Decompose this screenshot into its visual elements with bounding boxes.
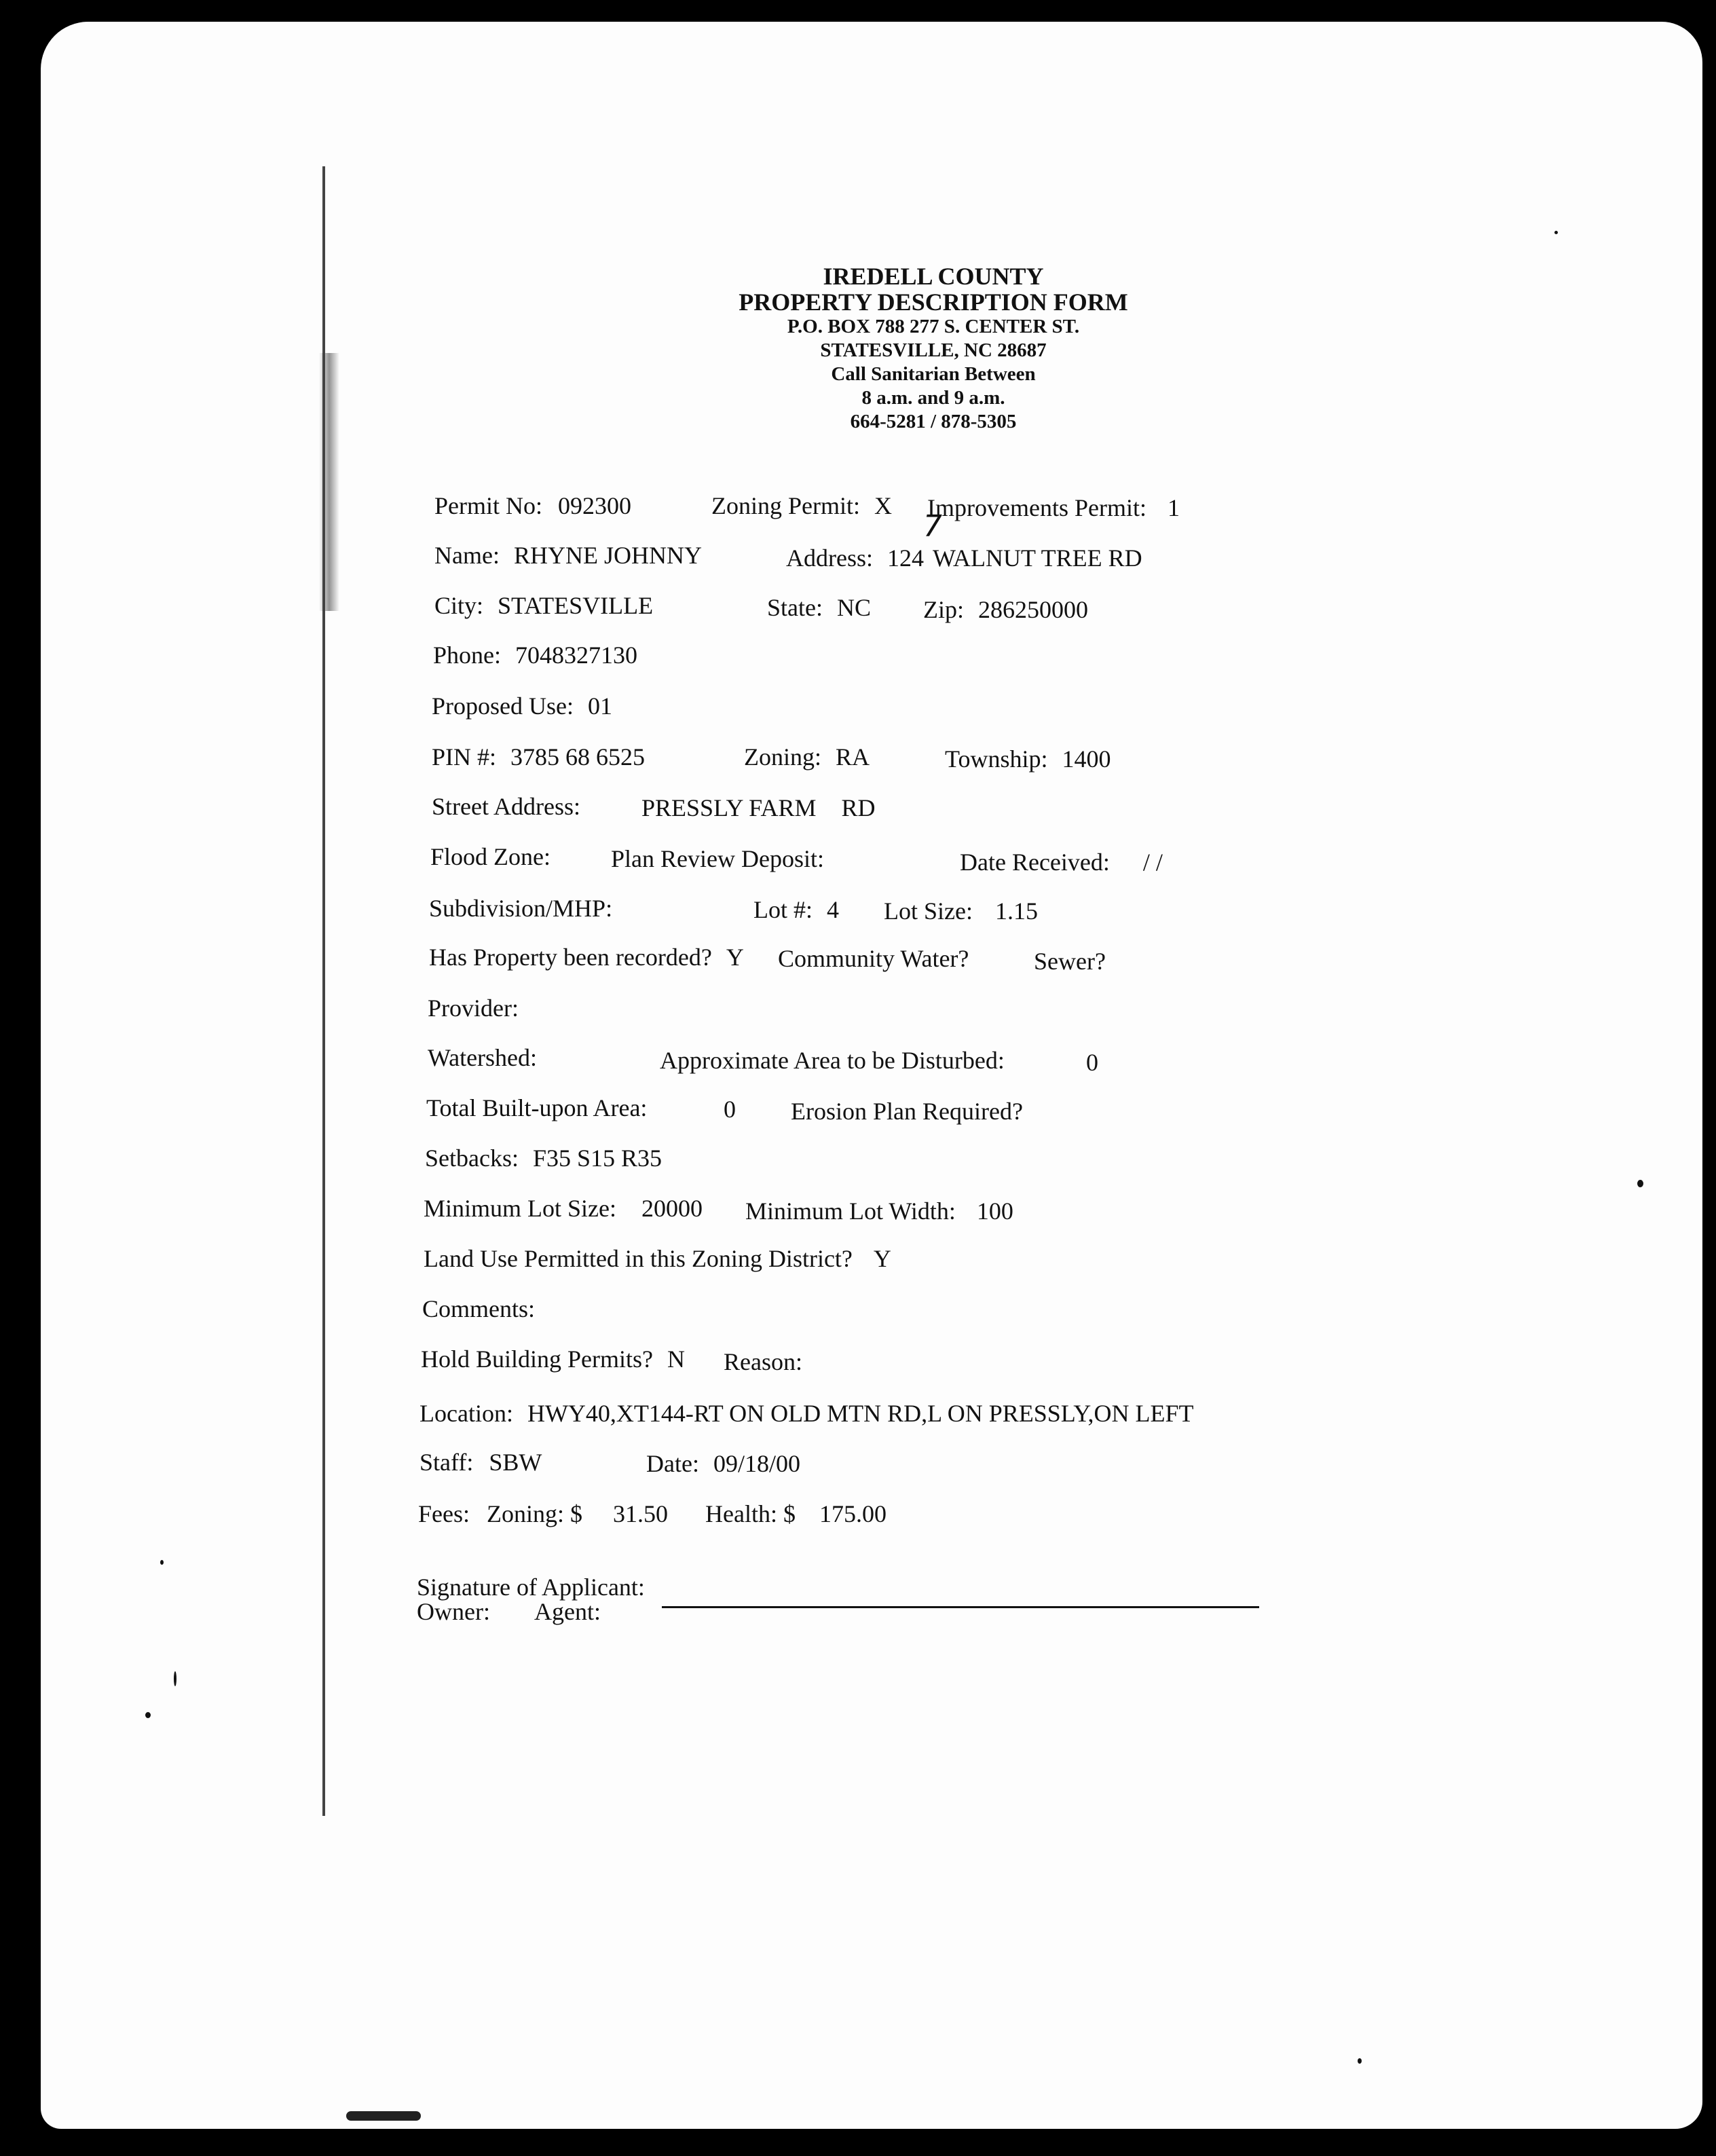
pin-value: 3785 68 6525 [510, 743, 646, 770]
name-label: Name: [434, 542, 500, 569]
city-value: STATESVILLE [498, 592, 654, 619]
date-received-field [960, 849, 1163, 876]
improvements-permit-value: 1 [1167, 494, 1180, 521]
setbacks-field [425, 1145, 662, 1172]
scan-speck [160, 1560, 164, 1565]
permit-no-value: 092300 [558, 492, 631, 519]
staff-value: SBW [489, 1449, 542, 1476]
zoning-value: RA [836, 743, 870, 770]
min-lot-width-field [745, 1197, 1013, 1225]
address-street: WALNUT TREE RD [933, 544, 1142, 572]
address-number: 124 [887, 544, 924, 572]
state-value: NC [836, 594, 871, 621]
zoning-label: Zoning: [744, 743, 821, 770]
name-value: RHYNE JOHNNY [513, 542, 702, 569]
phone-value: 7048327130 [515, 642, 638, 669]
lot-no-label: Lot #: [753, 896, 813, 923]
plan-review-deposit-label: Plan Review Deposit: [611, 845, 824, 872]
signature-line [662, 1606, 1259, 1608]
street-address-name: PRESSLY FARM [641, 794, 817, 821]
township-value: 1400 [1062, 745, 1111, 773]
flood-zone-label: Flood Zone: [430, 843, 551, 870]
sewer-label: Sewer? [1034, 948, 1106, 975]
address-field [786, 509, 1142, 572]
date-label: Date: [646, 1450, 699, 1477]
improvements-permit-label: Improvements Permit: [927, 494, 1146, 521]
property-recorded-value: Y [726, 944, 744, 971]
date-received-value: / / [1142, 849, 1163, 876]
phone-label: Phone: [433, 642, 502, 669]
state-label: State: [767, 594, 823, 621]
agent-label: Agent: [534, 1598, 601, 1625]
property-recorded-label: Has Property been recorded? [429, 944, 712, 971]
lot-size-label: Lot Size: [884, 897, 973, 925]
township-label: Township: [945, 745, 1048, 773]
scan-speck [1358, 2058, 1362, 2064]
setbacks-value: F35 S15 R35 [532, 1145, 663, 1172]
area-disturbed-value: 0 [1086, 1049, 1098, 1076]
owner-label: Owner: [417, 1598, 490, 1625]
min-lot-width-value: 100 [976, 1197, 1013, 1225]
min-lot-size-field [424, 1195, 703, 1222]
address-number-wrap [887, 509, 942, 572]
lot-size-value: 1.15 [994, 897, 1038, 925]
office-city: STATESVILLE, NC 28687 [820, 339, 1047, 361]
min-lot-size-label: Minimum Lot Size: [424, 1195, 616, 1222]
proposed-use-field [432, 692, 612, 720]
proposed-use-label: Proposed Use: [432, 692, 574, 720]
state-field [767, 594, 871, 621]
permit-row [434, 492, 631, 519]
county-title: IREDELL COUNTY [823, 263, 1044, 290]
zoning-permit-value: X [874, 492, 892, 519]
call-instructions: Call Sanitarian Between [831, 363, 1036, 385]
street-address-value [641, 794, 876, 821]
city-field [434, 592, 653, 619]
zip-value: 286250000 [978, 596, 1088, 623]
hold-permits-label: Hold Building Permits? [421, 1345, 653, 1373]
address-label: Address: [786, 544, 873, 572]
po-box: P.O. BOX 788 277 S. CENTER ST. [787, 316, 1080, 337]
provider-label: Provider: [428, 995, 519, 1022]
pin-field [432, 743, 645, 770]
owner-agent-row [417, 1598, 601, 1625]
community-water-label: Community Water? [778, 945, 969, 972]
reason-label: Reason: [724, 1348, 802, 1375]
land-use-value: Y [873, 1245, 891, 1272]
land-use-label: Land Use Permitted in this Zoning District? [424, 1245, 853, 1272]
date-received-label: Date Received: [960, 849, 1110, 876]
built-upon-value: 0 [724, 1096, 736, 1123]
built-upon-label: Total Built-upon Area: [426, 1094, 648, 1121]
watershed-label: Watershed: [428, 1044, 538, 1071]
phone-field [433, 642, 637, 669]
staff-label: Staff: [419, 1449, 474, 1476]
subdivision-label: Subdivision/MHP: [429, 895, 613, 922]
city-label: City: [434, 592, 484, 619]
zoning-permit-label: Zoning Permit: [711, 492, 860, 519]
proposed-use-value: 01 [588, 692, 612, 720]
scan-smudge-bottom [346, 2111, 421, 2121]
street-address-suffix: RD [841, 794, 876, 821]
hold-permits-value: N [667, 1345, 685, 1373]
scan-speck [145, 1712, 151, 1718]
comments-label: Comments: [422, 1295, 536, 1322]
date-value: 09/18/00 [713, 1450, 800, 1477]
min-lot-width-label: Minimum Lot Width: [745, 1197, 956, 1225]
staff-field [419, 1449, 542, 1476]
address-handwritten-correction: 7 [923, 509, 942, 544]
fees-field [418, 1500, 887, 1527]
zoning-fee-label: Zoning: $ [487, 1500, 582, 1527]
zoning-field [744, 743, 870, 770]
scan-speck [1637, 1180, 1643, 1187]
zoning-fee-value: 31.50 [613, 1500, 668, 1527]
setbacks-label: Setbacks: [425, 1145, 519, 1172]
scan-smudge [319, 353, 339, 611]
form-title: PROPERTY DESCRIPTION FORM [739, 289, 1128, 316]
zoning-permit [711, 492, 892, 519]
property-recorded-field [429, 944, 744, 971]
land-use-field [424, 1245, 891, 1272]
permit-no-label: Permit No: [434, 492, 542, 519]
name-field [434, 542, 702, 569]
township-field [945, 745, 1111, 773]
hold-permits-field [421, 1345, 685, 1373]
health-fee-value: 175.00 [819, 1500, 887, 1527]
min-lot-size-value: 20000 [641, 1195, 703, 1222]
date-field [646, 1450, 800, 1477]
location-label: Location: [419, 1400, 513, 1427]
area-disturbed-label: Approximate Area to be Disturbed: [660, 1047, 1005, 1074]
call-hours: 8 a.m. and 9 a.m. [861, 387, 1005, 409]
scan-speck [174, 1671, 176, 1686]
street-address-label: Street Address: [432, 793, 580, 820]
lot-no-value: 4 [827, 896, 839, 923]
fees-label: Fees: [418, 1500, 470, 1527]
pin-label: PIN #: [432, 743, 497, 770]
lot-size-field [884, 897, 1038, 925]
location-value: HWY40,XT144-RT ON OLD MTN RD,L ON PRESSLY,ON LEFT [527, 1400, 1194, 1427]
office-phones: 664-5281 / 878-5305 [850, 411, 1017, 432]
form-header [611, 263, 1256, 434]
improvements-permit [927, 494, 1180, 521]
lot-no-field [753, 896, 839, 923]
scan-speck [1554, 231, 1558, 234]
location-field [419, 1400, 1194, 1427]
erosion-plan-label: Erosion Plan Required? [791, 1098, 1023, 1125]
zip-label: Zip: [923, 596, 964, 623]
zip-field [923, 596, 1088, 623]
signature-label: Signature of Applicant: [417, 1574, 645, 1601]
health-fee-label: Health: $ [705, 1500, 796, 1527]
